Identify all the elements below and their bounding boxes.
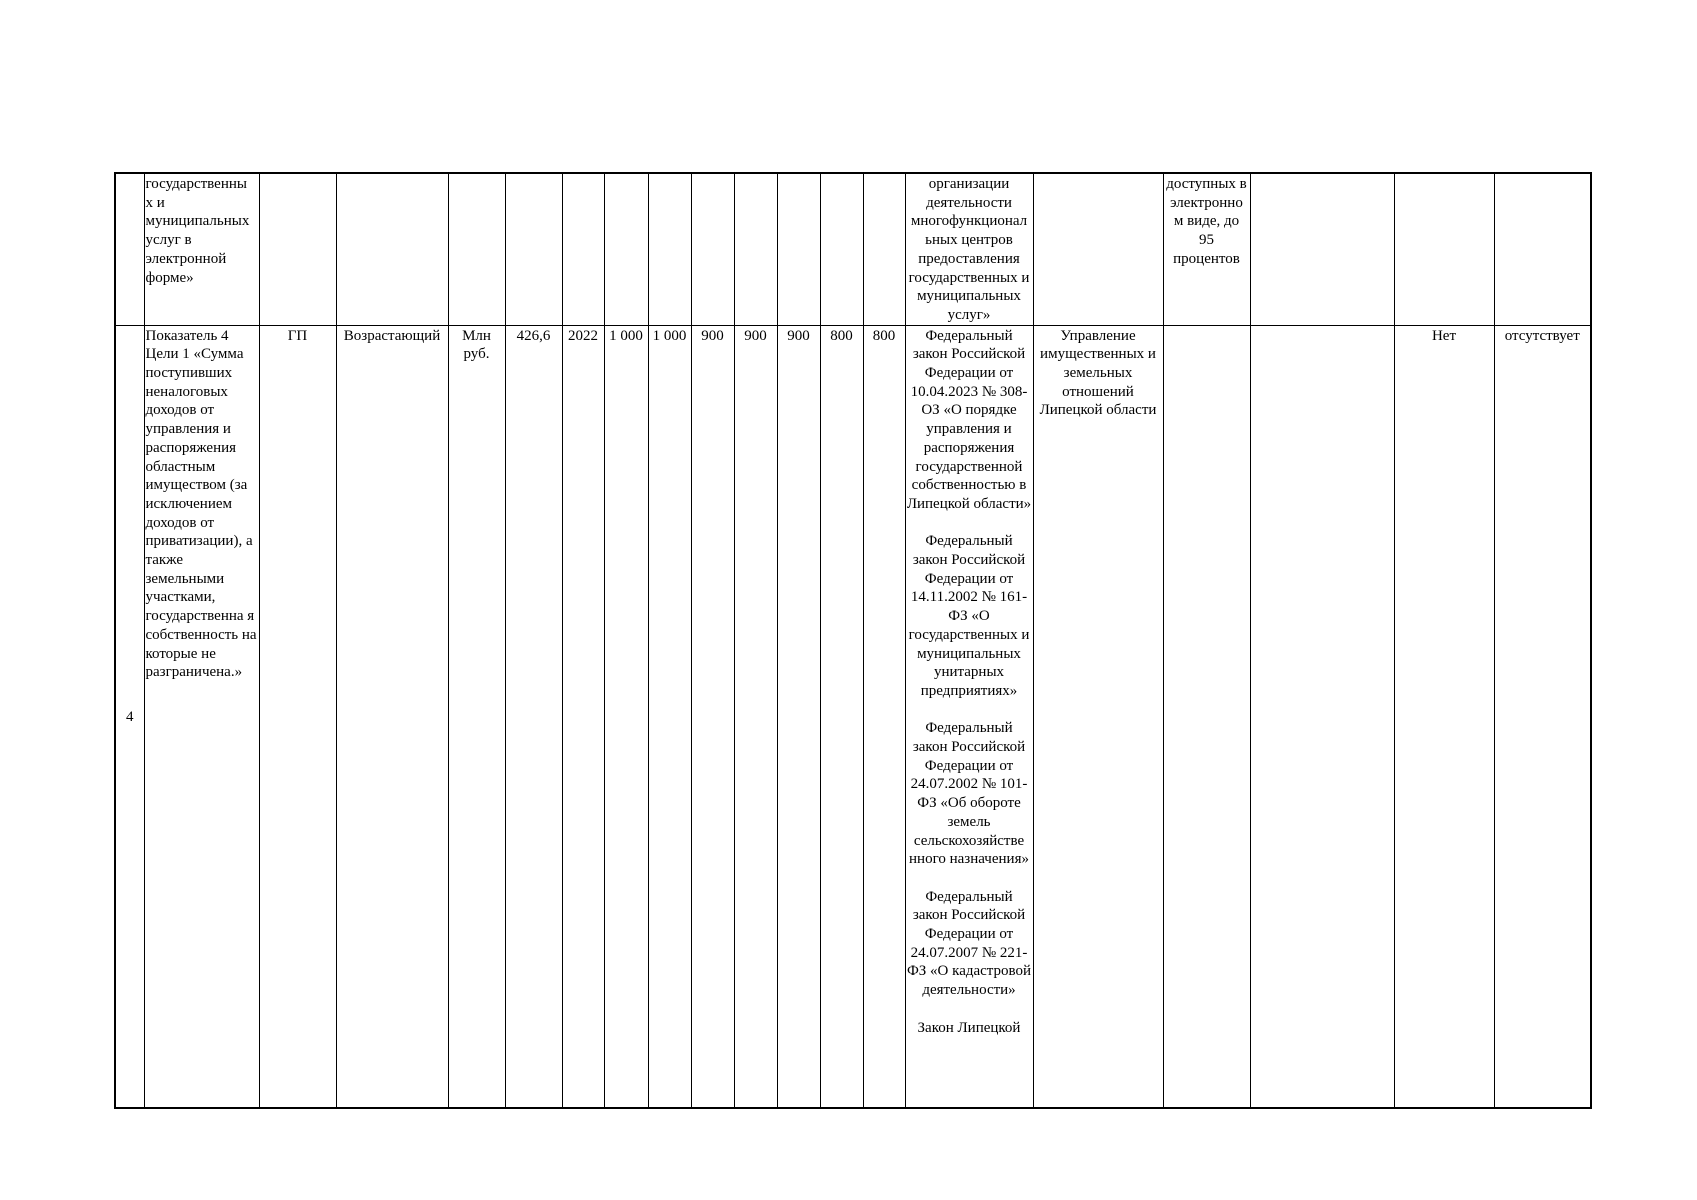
cell-value-7: 800 — [863, 325, 905, 1108]
cell-num: 4 — [115, 325, 144, 1108]
document-item: Федеральный закон Российской Федерации от 24.07.2002 № 101-ФЗ «Об обороте земель сельскохозяйстве нного назначения» — [909, 720, 1029, 868]
cell-unit-cont — [448, 173, 505, 325]
document-item: Федеральный закон Российской Федерации от 14.11.2002 № 161-ФЗ «О государственных и муниципальных унитарных предприятиях» — [908, 533, 1030, 699]
cell-value-6-cont — [820, 173, 863, 325]
cell-value-3-cont — [691, 173, 734, 325]
cell-value-1-cont — [604, 173, 648, 325]
cell-base-year-cont — [562, 173, 604, 325]
document-item: Федеральный закон Российской Федерации от 10.04.2023 № 308-ОЗ «О порядке управления и распоряжения государственной собственностью в Липецкой области» — [906, 327, 1032, 512]
cell-link — [1163, 325, 1250, 1108]
cell-value-1: 1 000 — [604, 325, 648, 1108]
cell-extra-cont — [1250, 173, 1394, 325]
cell-base-value-cont — [505, 173, 562, 325]
cell-level-cont — [259, 173, 336, 325]
cell-value-6: 800 — [820, 325, 863, 1108]
cell-value-7-cont — [863, 173, 905, 325]
cell-trend: Возрастающий — [336, 325, 448, 1108]
cell-documents-cont: организации деятельности многофункционал ьных центров предоставления государственных и муниципальных услуг» — [905, 173, 1033, 325]
cell-responsible: Управление имущественных и земельных отношений Липецкой области — [1033, 325, 1163, 1108]
indicators-table — [114, 172, 1592, 1109]
document-item: Федеральный закон Российской Федерации от 24.07.2007 № 221-ФЗ «О кадастровой деятельности» — [906, 888, 1032, 999]
cell-extra — [1250, 325, 1394, 1108]
cell-value-4: 900 — [734, 325, 777, 1108]
cell-value-4-cont — [734, 173, 777, 325]
cell-documents — [905, 325, 1033, 1108]
cell-unit: Млн руб. — [448, 325, 505, 1108]
cell-indicator-name: Показатель 4 Цели 1 «Сумма поступивших неналоговых доходов от управления и распоряжения областным имуществом (за исключением доходов от приватизации), а также земельными участками, государственна я собственность на которые не разграничена.» — [144, 325, 259, 1108]
cell-link-cont: доступных в электронно м виде, до 95 процентов — [1163, 173, 1250, 325]
cell-value-2-cont — [648, 173, 691, 325]
cell-responsible-cont — [1033, 173, 1163, 325]
cell-base-year: 2022 — [562, 325, 604, 1108]
cell-value-3: 900 — [691, 325, 734, 1108]
cell-info-system: Нет — [1394, 325, 1494, 1108]
cell-value-5-cont — [777, 173, 820, 325]
table-row-continued — [115, 173, 1591, 325]
cell-mark-cont — [1494, 173, 1591, 325]
cell-trend-cont — [336, 173, 448, 325]
cell-base-value: 426,6 — [505, 325, 562, 1108]
document-item: Закон Липецкой — [917, 1019, 1021, 1036]
table-row-4 — [115, 325, 1591, 1108]
cell-num-cont — [115, 173, 144, 325]
cell-value-5: 900 — [777, 325, 820, 1108]
cell-mark: отсутствует — [1494, 325, 1591, 1108]
cell-indicator-name-cont: государственны х и муниципальных услуг в электронной форме» — [144, 173, 259, 325]
cell-value-2: 1 000 — [648, 325, 691, 1108]
cell-info-system-cont — [1394, 173, 1494, 325]
cell-level: ГП — [259, 325, 336, 1108]
